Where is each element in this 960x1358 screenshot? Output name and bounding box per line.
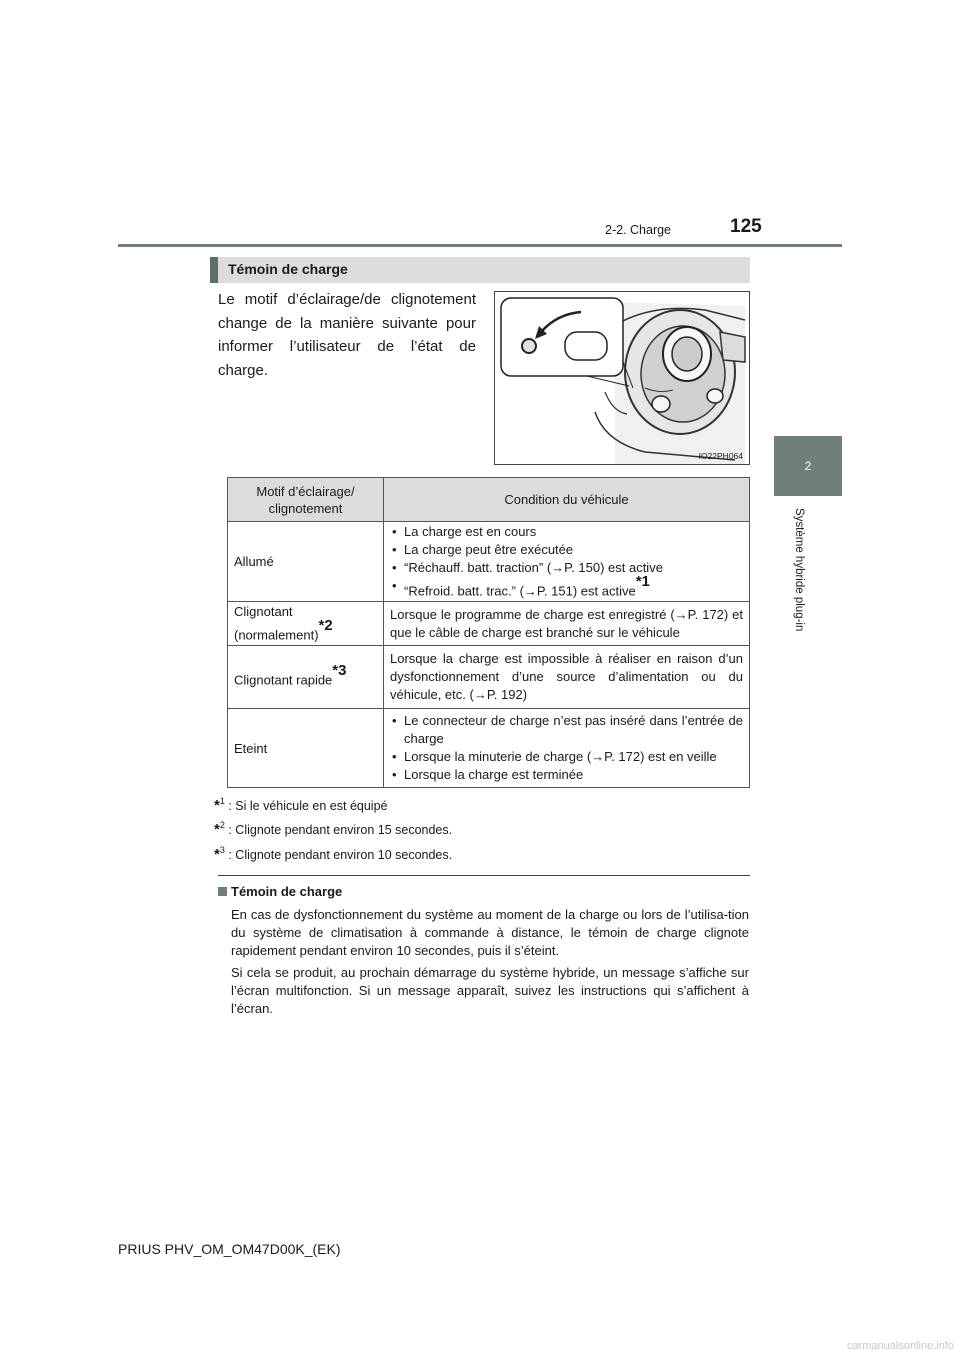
note-heading: Témoin de charge (218, 884, 342, 899)
condition-cell (384, 709, 750, 788)
pattern-label: Allumé (234, 554, 274, 569)
table-header-pattern: Motif d’éclairage/ clignotement (228, 478, 384, 522)
list-item: • La charge peut être exécutée (390, 541, 743, 559)
table-row (228, 709, 750, 788)
document-code: PRIUS PHV_OM_OM47D00K_(EK) (118, 1241, 341, 1257)
condition-cell: Lorsque le programme de charge est enregistré (→P. 172) et que le câble de charge est branché sur le véhicule (384, 602, 750, 646)
footnote-mark: *2 (318, 616, 333, 634)
charge-port-drawing (495, 292, 750, 465)
list-item: • Lorsque la charge est terminée (390, 766, 743, 784)
intro-paragraph: Le motif d’éclairage/de clignotement change de la manière suivante pour informer l’utilisateur de l’état de charge. (218, 291, 476, 379)
pattern-label: Clignotant rapide (234, 672, 333, 688)
charge-port-illustration (494, 291, 750, 465)
heading-bar (210, 257, 218, 283)
footnote: *$^3$ : Clignote pendant environ 10 secondes. (214, 845, 453, 863)
chapter-tab[interactable] (774, 436, 842, 496)
list-item: • La charge est en cours (390, 523, 743, 541)
footnote-mark: *1 (635, 572, 650, 590)
section-reference: 2-2. Charge (605, 223, 672, 237)
section-heading (210, 257, 750, 283)
chapter-title: Système hybride plug-in (793, 508, 805, 632)
header-rule (118, 244, 842, 247)
table-row (228, 522, 750, 602)
pattern-cell (228, 709, 384, 788)
pattern-cell (228, 522, 384, 602)
footnote: *$^2$ : Clignote pendant environ 15 secondes. (214, 820, 453, 838)
list-item: • “Réchauff. batt. traction” (→P. 150) est active (390, 559, 743, 577)
table-row (228, 646, 750, 709)
section-title: Témoin de charge (228, 261, 348, 277)
watermark: carmanualsonline.info (846, 1340, 954, 1352)
page-number: 125 (730, 216, 762, 237)
note-paragraph: En cas de dysfonctionnement du système au moment de la charge ou lors de l’utilisa-tion du système de climatisation à commande à distance, le témoin de charge clignote rapidement pendant environ 10 secondes, puis il s’éteint. (231, 907, 749, 958)
charge-indicator-table (227, 477, 750, 788)
chapter-number: 2 (804, 459, 812, 473)
pattern-cell (228, 646, 384, 709)
list-item: • Lorsque la minuterie de charge (→P. 172) est en veille (390, 748, 743, 766)
pattern-label: Eteint (234, 740, 268, 756)
pattern-label: Clignotant (normalement) (234, 603, 319, 643)
condition-cell (384, 522, 750, 602)
table-row (228, 602, 750, 646)
condition-cell: Lorsque la charge est impossible à réaliser en raison d’un dysfonctionnement d’une source d’alimentation ou du véhicule, etc. (→P. 192) (384, 646, 750, 709)
pattern-cell (228, 602, 384, 646)
footnote-mark: *3 (332, 662, 347, 680)
footnote: *$^1$ : Si le véhicule en est équipé (214, 796, 388, 814)
notes-divider (218, 875, 750, 876)
list-item: • “Refroid. batt. trac.” (→P. 151) est active$^{*1}$ (390, 577, 743, 600)
table-header-row (228, 478, 750, 522)
list-item: • Le connecteur de charge n’est pas inséré dans l’entrée de charge (390, 712, 743, 748)
square-bullet-icon (218, 887, 227, 896)
note-paragraph: Si cela se produit, au prochain démarrage du système hybride, un message s’affiche sur l’écran multifonction. Si un message apparaît, suivez les instructions qui s’affichent à l’écran. (231, 965, 749, 1016)
illustration-code: IO22PH064 (698, 451, 743, 461)
table-header-condition: Condition du véhicule (384, 478, 750, 522)
